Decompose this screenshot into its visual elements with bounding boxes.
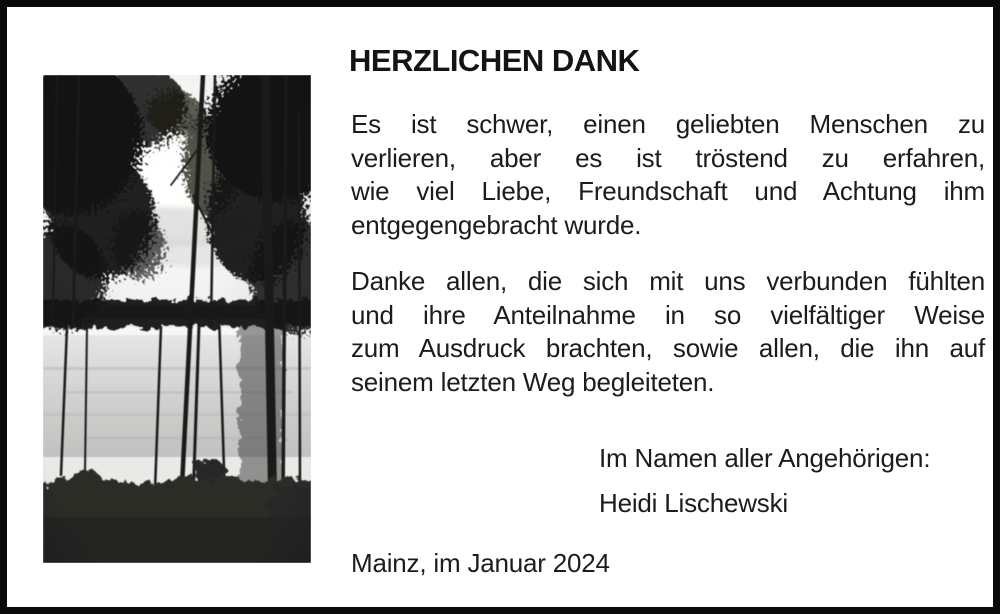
place-date: Mainz, im Januar 2024 [351, 548, 610, 578]
paragraph-1-line: wie viel Liebe, Freundschaft und Achtung ihm [351, 176, 985, 206]
lakeside-trees-silhouette-image [43, 75, 311, 563]
signature-name: Heidi Lischewski [599, 488, 788, 518]
paragraph-2-line: seinem letzten Weg begleiteten. [351, 366, 715, 397]
paragraph-2-line: Danke allen, die sich mit uns verbunden fühlten [351, 266, 985, 296]
paragraph-2 [351, 265, 985, 399]
paragraph-1 [351, 108, 985, 242]
paragraph-2-line: und ihre Anteilnahme in so vielfältiger Weise [351, 299, 985, 330]
notice-title: HERZLICHEN DANK [349, 43, 640, 78]
paragraph-1-line: verlieren, aber es ist tröstend zu erfahren, [351, 142, 985, 173]
paragraph-1-line: Es ist schwer, einen geliebten Menschen zu [351, 109, 985, 139]
closing-line: Im Namen aller Angehörigen: [599, 443, 931, 473]
paragraph-1-line: entgegengebracht wurde. [351, 209, 642, 240]
paragraph-2-line: zum Ausdruck brachten, sowie allen, die ihn auf [351, 333, 985, 363]
memorial-photo [43, 75, 311, 563]
